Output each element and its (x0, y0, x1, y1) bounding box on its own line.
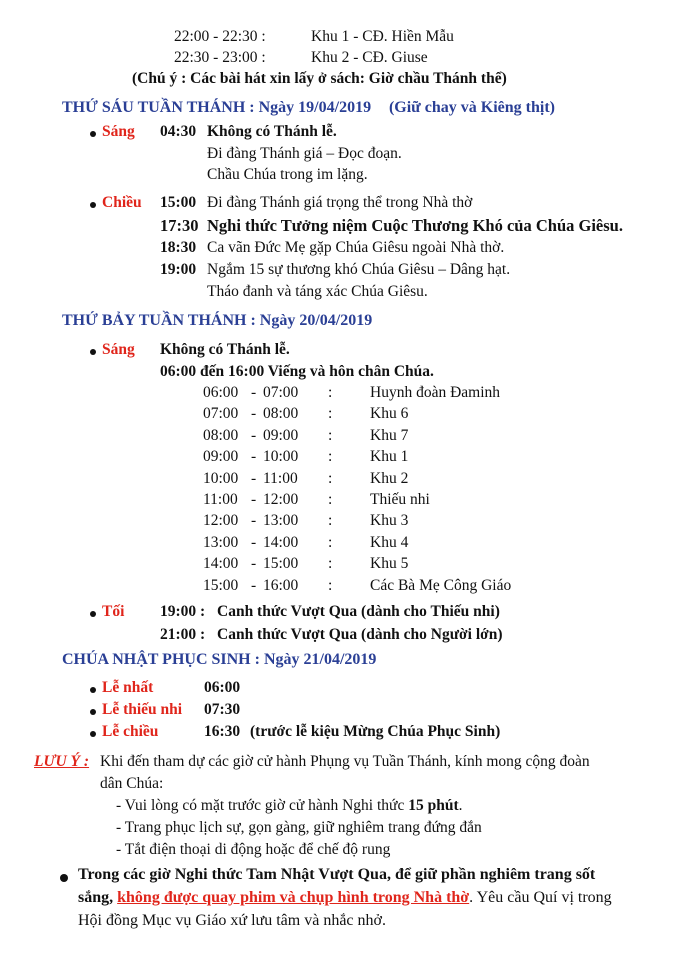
schedule-group: Khu 5 (370, 555, 409, 573)
saturday-evening-time: 21:00 : (160, 626, 206, 643)
friday-heading (62, 99, 555, 117)
schedule-group: Huynh đoàn Đaminh (370, 384, 501, 401)
friday-afternoon-text: Nghi thức Tưởng niệm Cuộc Thương Khó của Chúa Giêsu. (207, 216, 623, 235)
schedule-dash: - (251, 405, 257, 423)
friday-morning-time: 04:30 (160, 123, 197, 140)
schedule-group: Khu 2 (370, 469, 409, 487)
friday-title: THỨ SÁU TUẦN THÁNH : Ngày 19/04/2019 (62, 99, 372, 116)
notice-intro: Khi đến tham dự các giờ cử hành Phụng vụ Tuần Thánh, kính mong cộng đoàn (100, 753, 590, 770)
friday-afternoon-label: Chiều (102, 194, 142, 211)
saturday-evening-label: Tối (102, 603, 125, 620)
friday-afternoon-text: Ngắm 15 sự thương khó Chúa Giêsu – Dâng hạt. (207, 261, 511, 278)
schedule-dash: - (251, 512, 257, 530)
schedule-start: 14:00 (203, 555, 239, 573)
top-schedule-place: Khu 1 - CĐ. Hiền Mẫu (311, 28, 454, 45)
schedule-end: 09:00 (263, 426, 299, 444)
top-schedule-row (174, 28, 454, 46)
schedule-start: 13:00 (203, 533, 239, 551)
final-line (78, 889, 612, 907)
schedule-group: Khu 3 (370, 512, 409, 530)
top-schedule-time: 22:00 - 22:30 : (174, 28, 266, 45)
schedule-group: Các Bà Mẹ Công Giáo (370, 576, 512, 594)
schedule-colon: : (328, 384, 333, 401)
schedule-dash: - (251, 469, 257, 487)
bullet-icon (90, 687, 96, 693)
notice-rule: - Tắt điện thoại di động hoặc để chế độ rung (116, 841, 391, 858)
friday-afternoon-time: 18:30 (160, 239, 197, 256)
notice-rule-emphasis: 15 phút (408, 797, 459, 814)
final-text: . Yêu cầu Quí vị trong (469, 889, 612, 906)
schedule-dash: - (251, 576, 257, 594)
sunday-item-time: 07:30 (204, 701, 241, 718)
schedule-end: 07:00 (263, 384, 299, 401)
schedule-start: 11:00 (203, 491, 238, 508)
schedule-start: 06:00 (203, 384, 239, 401)
sunday-item-label: Lễ thiếu nhi (102, 701, 183, 718)
bullet-icon (90, 611, 96, 617)
final-line: Trong các giờ Nghi thức Tam Nhật Vượt Qua, để giữ phần nghiêm trang sốt (78, 866, 596, 883)
schedule-group: Khu 1 (370, 448, 409, 466)
saturday-morning-label: Sáng (102, 341, 135, 358)
saturday-evening-text: Canh thức Vượt Qua (dành cho Người lớn) (217, 626, 503, 643)
schedule-colon: : (328, 405, 333, 423)
schedule-colon: : (328, 555, 333, 573)
schedule-dash: - (251, 533, 257, 551)
friday-morning-line: Không có Thánh lễ. (207, 123, 337, 140)
saturday-evening-text: Canh thức Vượt Qua (dành cho Thiếu nhi) (217, 603, 500, 620)
schedule-start: 15:00 (203, 576, 239, 594)
saturday-evening-time: 19:00 : (160, 603, 206, 620)
sunday-item-label: Lễ chiều (102, 723, 159, 740)
schedule-colon: : (328, 576, 333, 594)
notice-label: LƯU Ý : (34, 753, 90, 770)
schedule-colon: : (328, 512, 333, 530)
final-warning: không được quay phim và chụp hình trong Nhà thờ (117, 889, 470, 906)
sunday-item-time: 16:30 (204, 723, 241, 740)
bullet-icon (90, 709, 96, 715)
final-line: Hội đồng Mục vụ Giáo xứ lưu tâm và nhắc nhở. (78, 912, 386, 929)
top-schedule-place: Khu 2 - CĐ. Giuse (311, 49, 428, 66)
top-schedule-time: 22:30 - 23:00 : (174, 49, 266, 66)
schedule-dash: - (251, 555, 257, 573)
bullet-icon (90, 131, 96, 137)
schedule-end: 16:00 (263, 576, 299, 594)
saturday-no-mass: Không có Thánh lễ. (160, 341, 290, 358)
friday-morning-label: Sáng (102, 123, 135, 140)
sunday-title: CHÚA NHẬT PHỤC SINH : Ngày 21/04/2019 (62, 651, 377, 668)
schedule-colon: : (328, 426, 333, 444)
sunday-item-time: 06:00 (204, 679, 241, 696)
top-schedule-row (174, 49, 428, 67)
friday-morning-line: Chầu Chúa trong im lặng. (207, 166, 368, 183)
friday-afternoon-text: Ca vãn Đức Mẹ gặp Chúa Giêsu ngoài Nhà thờ. (207, 239, 505, 256)
bullet-icon (90, 202, 96, 208)
schedule-group: Khu 7 (370, 426, 409, 444)
friday-afternoon-extra: Tháo đanh và táng xác Chúa Giêsu. (207, 283, 428, 300)
schedule-start: 09:00 (203, 448, 239, 466)
schedule-dash: - (251, 426, 257, 444)
schedule-group: Thiếu nhi (370, 491, 430, 508)
friday-fast-note: (Giữ chay và Kiêng thịt) (388, 99, 555, 116)
schedule-end: 11:00 (263, 469, 298, 487)
schedule-end: 15:00 (263, 555, 299, 573)
schedule-dash: - (251, 491, 257, 508)
schedule-colon: : (328, 491, 333, 508)
songs-note: (Chú ý : Các bài hát xin lấy ở sách: Giờ chầu Thánh thể) (132, 70, 507, 87)
schedule-group: Khu 4 (370, 533, 409, 551)
schedule-dash: - (251, 448, 257, 466)
friday-afternoon-time: 17:30 (160, 216, 199, 235)
notice-rule-text: - Vui lòng có mặt trước giờ cử hành Nghi thức (116, 797, 409, 814)
schedule-start: 12:00 (203, 512, 239, 530)
bullet-icon (60, 874, 68, 882)
schedule-end: 12:00 (263, 491, 299, 508)
schedule-start: 08:00 (203, 426, 239, 444)
notice-rule: - Trang phục lịch sự, gọn gàng, giữ nghiêm trang đứng đắn (116, 819, 482, 836)
friday-afternoon-text: Đi đàng Thánh giá trọng thể trong Nhà thờ (207, 194, 473, 211)
schedule-end: 14:00 (263, 533, 299, 551)
schedule-start: 10:00 (203, 469, 239, 487)
schedule-start: 07:00 (203, 405, 239, 423)
notice-intro: dân Chúa: (100, 775, 164, 792)
schedule-colon: : (328, 469, 333, 487)
sunday-item-text: (trước lễ kiệu Mừng Chúa Phục Sinh) (250, 723, 501, 740)
schedule-end: 10:00 (263, 448, 299, 466)
final-text: sắng, (78, 889, 118, 906)
schedule-colon: : (328, 533, 333, 551)
sunday-item-label: Lễ nhất (102, 679, 154, 696)
schedule-end: 13:00 (263, 512, 299, 530)
saturday-visit: 06:00 đến 16:00 Viếng và hôn chân Chúa. (160, 363, 434, 380)
friday-afternoon-time: 19:00 (160, 261, 197, 278)
notice-rule-text: . (458, 797, 463, 814)
friday-afternoon-time: 15:00 (160, 194, 197, 211)
friday-morning-line: Đi đàng Thánh giá – Đọc đoạn. (207, 145, 402, 162)
notice-rule (116, 797, 462, 815)
saturday-title: THỨ BẢY TUẦN THÁNH : Ngày 20/04/2019 (62, 312, 373, 329)
schedule-end: 08:00 (263, 405, 299, 423)
schedule-dash: - (251, 384, 257, 401)
bullet-icon (90, 731, 96, 737)
schedule-colon: : (328, 448, 333, 466)
schedule-group: Khu 6 (370, 405, 409, 423)
bullet-icon (90, 349, 96, 355)
